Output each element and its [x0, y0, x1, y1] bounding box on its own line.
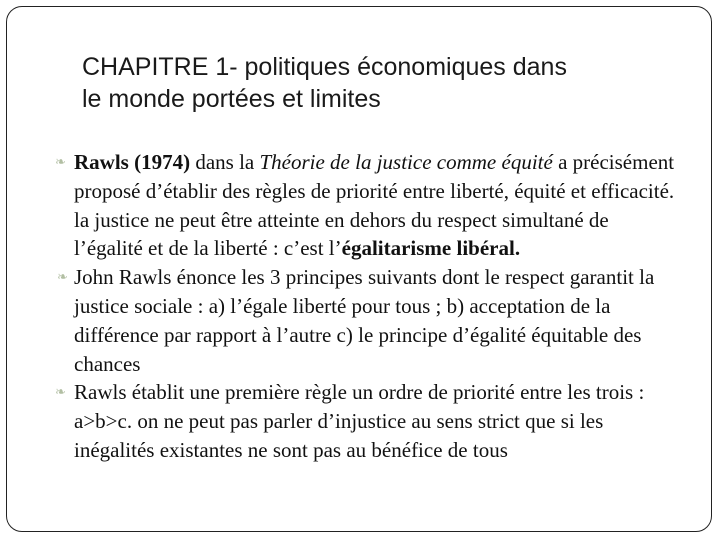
bullet-1-bold-end: égalitarisme libéral.: [341, 236, 521, 261]
title-line-2: le monde portées et limites: [82, 85, 381, 113]
bullet-3-text: Rawls établit une première règle un ordre de priorité entre les trois : a>b>c. on ne peut pas parler d’injustice au sens strict que si les inégalités existantes ne sont pas au bénéfice de tous: [74, 380, 645, 462]
bullet-1-italic-title: Théorie de la justice comme équité: [259, 150, 553, 174]
bullet-list: [0, 148, 700, 465]
bullet-marker-icon: ❧: [55, 154, 66, 169]
bullet-1-rest: a précisément proposé d’établir des règles de priorité entre liberté, équité et efficacité. la justice ne peut être atteinte en dehors du respect simultané de l’égalité et de la liberté : c’est l’: [74, 150, 675, 261]
bullet-1-bold-author: Rawls (1974): [74, 150, 191, 174]
bullet-2-text: John Rawls énonce les 3 principes suivants dont le respect garantit la justice sociale : a) l’égale liberté pour tous ; b) acceptation de la différence par rapport à l’autre c) le principe d’égalité équitable des chances: [74, 265, 655, 376]
title-line-1: CHAPITRE 1- politiques économiques dans: [82, 53, 567, 81]
bullet-item-principles: [0, 263, 700, 378]
bullet-item-rawls-1974: [0, 148, 700, 263]
slide-title: [82, 51, 712, 115]
bullet-item-priority-rule: [0, 378, 700, 464]
bullet-1-text: dans la: [190, 150, 260, 174]
bullet-marker-icon: ❧: [57, 269, 68, 285]
bullet-marker-icon: ❧: [55, 384, 66, 400]
